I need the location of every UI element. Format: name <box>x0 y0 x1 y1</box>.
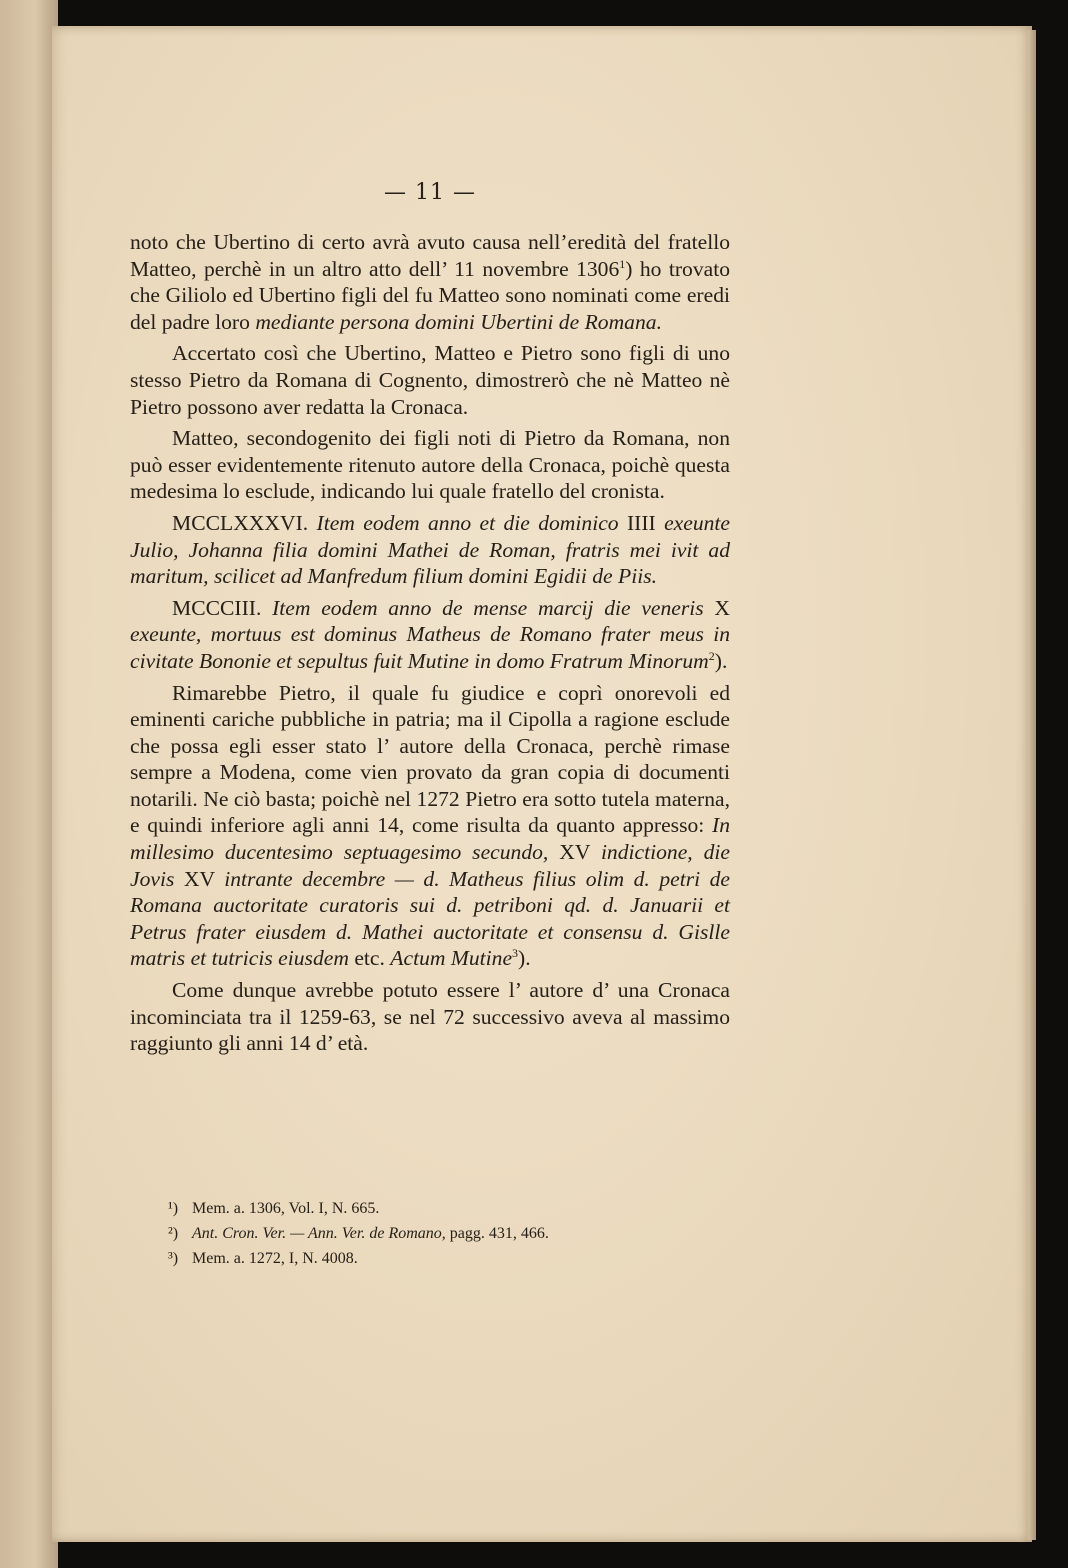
left-page-edge <box>0 0 58 1568</box>
page-text-block <box>130 180 730 1062</box>
footnote-mark: ¹) <box>168 1200 179 1217</box>
text-segment: pagg. 431, 466. <box>445 1225 549 1242</box>
paragraph <box>130 229 730 335</box>
text-segment: ) ho trovato che Giliolo ed Ubertino figli del fu Matteo sono nominati come eredi del padre loro <box>130 256 730 334</box>
paragraph <box>130 680 730 973</box>
text-segment: noto che Ubertino di certo avrà avuto causa nell’eredità del fratello Matteo, perchè in un altro atto dell’ 11 novembre 1306 <box>130 230 730 281</box>
text-segment: In millesimo ducentesimo septuagesimo secundo, <box>130 813 730 865</box>
text-segment: Actum Mutine <box>390 946 513 971</box>
text-segment: Come dunque avrebbe potuto essere l’ autore d’ una Cronaca incominciata tra il 1259-63, se nel 72 successivo aveva al massimo raggiunto gli anni 14 d’ età. <box>130 978 730 1056</box>
text-segment: Rimarebbe Pietro, il quale fu giudice e coprì onorevoli ed eminenti cariche pubbliche in patria; ma il Cipolla a ragione esclude che possa egli esser stato l’ autore della Cronaca, perchè rimase sempre a Modena, come vien provato da gran copia di documenti notarili. Ne ciò basta; poichè nel 1272 Pietro era sotto tutela materna, e quindi inferiore agli anni 14, come risulta da quanto appresso: <box>130 680 730 838</box>
footnotes <box>168 1196 728 1271</box>
text-segment: Mem. a. 1306, Vol. I, N. 665. <box>192 1200 380 1217</box>
footnote-ref: 3 <box>512 946 519 961</box>
footnote-mark: ²) <box>168 1225 179 1242</box>
paragraph <box>130 510 730 590</box>
text-segment: Item eodem anno de mense marcij die veneris <box>272 595 715 620</box>
footnote-mark: ³) <box>168 1250 179 1267</box>
text-segment: ). <box>714 648 728 673</box>
paragraph <box>130 977 730 1057</box>
footnote-text <box>192 1221 549 1246</box>
footnote-text <box>192 1196 379 1221</box>
text-segment: etc. <box>354 946 391 971</box>
text-segment: Matteo, secondogenito dei figli noti di Pietro da Romana, non può esser evidentemente ritenuto autore della Cronaca, poichè questa medesima lo esclude, indicando lui quale fratello del cronista. <box>130 426 730 504</box>
paragraph <box>130 340 730 420</box>
text-segment: exeunte Julio, Johanna filia domini Mathei de Roman, fratris mei ivit ad maritum, scilicet ad Manfredum filium domini Egidii de Piis. <box>130 510 730 589</box>
footnote <box>168 1221 728 1246</box>
text-segment: Item eodem anno et die dominico <box>316 510 627 535</box>
text-segment: Mem. a. 1272, I, N. 4008. <box>192 1250 358 1267</box>
footnote <box>168 1196 728 1221</box>
text-segment: XV <box>183 866 225 891</box>
text-segment: indictione, die Jovis <box>130 840 730 891</box>
text-segment: exeunte, mortuus est dominus Matheus de Romano frater meus in civitate Bononie et sepultus fuit Mutine in domo Fratrum Minorum <box>130 622 730 673</box>
text-segment: intrante decembre — d. Matheus filius olim d. petri de Romana auctoritate curatoris sui d. petriboni qd. d. Januarii et Petrus frater eiusdem d. Mathei auctoritate et consensu d. Gislle matris et tutricis eiusdem <box>130 866 730 971</box>
footnote-ref: 1 <box>619 256 626 271</box>
text-segment: ). <box>518 946 531 971</box>
paragraph <box>130 595 730 675</box>
text-segment: Accertato così che Ubertino, Matteo e Pietro sono figli di uno stesso Pietro da Romana di Cognento, dimostrerò che nè Matteo nè Pietro possono aver redatta la Cronaca. <box>130 341 730 419</box>
footnote-ref: 2 <box>708 648 715 663</box>
text-segment: Ant. Cron. Ver. — Ann. Ver. de Romano, <box>192 1225 446 1242</box>
text-segment: X <box>714 595 731 620</box>
page-stack-edge <box>1028 30 1036 1540</box>
footnote <box>168 1246 728 1271</box>
text-segment: mediante persona domini Ubertini de Romana. <box>255 309 662 334</box>
text-segment: MCCLXXXVI. <box>172 510 317 535</box>
footnote-text <box>192 1246 358 1271</box>
text-segment: MCCCIII. <box>172 595 273 620</box>
page-number: — 11 — <box>384 180 476 205</box>
text-segment: IIII <box>626 510 665 535</box>
text-segment: XV <box>559 840 601 865</box>
paragraph <box>130 425 730 505</box>
